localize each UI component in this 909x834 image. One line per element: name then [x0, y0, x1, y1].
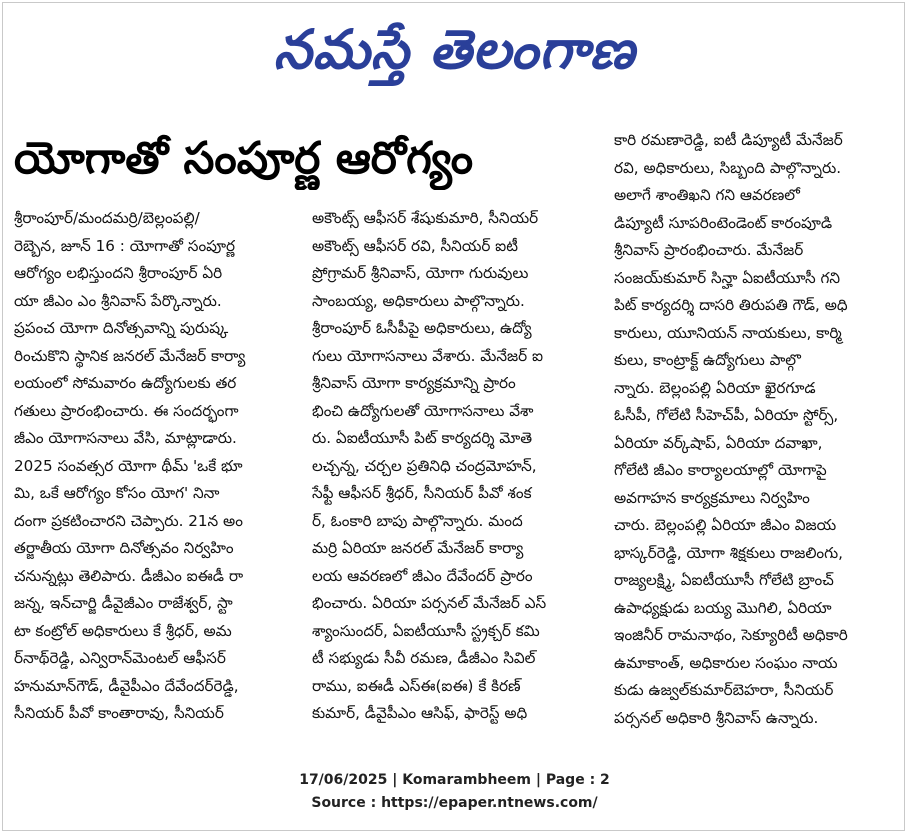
article-text-line: ఉపాధ్యక్షుడు బయ్య మొగిలి, ఏరియా	[614, 598, 832, 617]
article-text-line: సాంబయ్య, అధికారులు పాల్గొన్నారు.	[312, 291, 525, 310]
article-text-line: శ్రీనివాస్ యోగా కార్యక్రమాన్ని ప్రారం	[312, 374, 516, 392]
article-text-line: రాము, ఐఈడీ ఎస్ఈ(ఐఈ) కే కిరణ్	[312, 676, 521, 695]
article-text-line: అకౌంట్స్ ఆఫీసర్ రవి, సీనియర్ ఐటీ	[312, 236, 518, 255]
article-text-line: కారి రమణారెడ్డి, ఐటీ డిప్యూటీ మేనేజర్	[614, 131, 843, 149]
article-text-line: రాజ్యలక్ష్మి, ఏఐటీయూసీ గోలేటి బ్రాంచ్	[614, 571, 834, 589]
article-text-line: గతులు ప్రారంభించారు. ఈ సందర్భంగా	[14, 401, 239, 420]
article-text-line: రెబ్బెన, జూన్ 16 : యోగాతో సంపూర్ణ	[14, 236, 236, 255]
article-text-line: లయంలో సోమవారం ఉద్యోగులకు తర	[14, 374, 237, 392]
article-text-line: గులు యోగాసనాలు వేశారు. మేనేజర్ ఐ	[312, 346, 543, 365]
article-text-line: కుమార్, డీవైపీఎం ఆసిఫ్, ఫారెస్ట్ అధి	[312, 704, 528, 722]
article-headline: యోగాతో సంపూర్ణ ఆరోగ్యం	[14, 133, 474, 184]
article-text-line: న్నారు. బెల్లంపల్లి ఏరియా ఖైరగూడ	[614, 378, 816, 397]
article-text-line: ఆరోగ్యం లభిస్తుందని శ్రీరాంపూర్ ఏరి	[14, 264, 223, 282]
article-text-line: యా జీఎం ఎం శ్రీనివాస్ పేర్కొన్నారు.	[14, 291, 222, 310]
article-text-line: సీనియర్ పీవో కాంతారావు, సీనియర్	[14, 704, 224, 722]
article-text-line: భించి ఉద్యోగులతో యోగాసనాలు వేశా	[312, 401, 534, 420]
article-text-line: తర్జాతీయ యోగా దినోత్సవం నిర్వహిం	[14, 539, 234, 557]
article-text-line: చనున్నట్లు తెలిపారు. డీజీఎం ఐఈడీ రా	[14, 566, 244, 585]
article-text-line: చారు. బెల్లంపల్లి ఏరియా జీఎం విజయ	[614, 516, 837, 534]
article-text-line: ప్రోగ్రామర్ శ్రీనివాస్, యోగా గురువులు	[312, 264, 529, 282]
article-text-line: జన్న, ఇన్‌చార్జి డీవైజీఎం రాజేశ్వర్, స్టా	[14, 594, 233, 612]
article-text-line: డిప్యూటీ సూపరింటెండెంట్ కారంపూడి	[614, 213, 833, 232]
edition-info: 17/06/2025 | Komarambheem | Page : 2	[299, 772, 610, 788]
article-text-line: దంగా ప్రకటించారని చెప్పారు. 21న అం	[14, 511, 243, 530]
article-column-2	[312, 205, 604, 728]
article-text-line: రించుకొని స్థానిక జనరల్ మేనేజర్ కార్యా	[14, 346, 246, 365]
article-text-line: ర్, ఓంకారి బాపు పాల్గొన్నారు. మంద	[312, 511, 523, 530]
article-text-line: కారులు, యూనియన్ నాయకులు, కార్మి	[614, 323, 842, 342]
article-text-line: పర్సనల్ అధికారి శ్రీనివాస్ ఉన్నారు.	[614, 708, 819, 727]
article-text-line: ఇంజినీర్ రామనాథం, సెక్యూరిటీ అధికారి	[614, 626, 848, 644]
article-text-line: హనుమాన్‌గౌడ్, డీవైపీఎం దేవేందర్‌రెడ్డి,	[14, 676, 239, 695]
article-text-line: సంజయ్‌కుమార్ సిన్హా ఏఐటీయూసీ గని	[614, 268, 840, 287]
article-text-line: శ్రీరాంపూర్/మందమర్రి/బెల్లంపల్లి/	[14, 209, 200, 227]
article-text-line: ఉమాకాంత్, అధికారుల సంఘం నాయ	[614, 653, 838, 672]
article-text-line: మర్రి ఏరియా జనరల్ మేనేజర్ కార్యా	[312, 539, 524, 557]
article-text-line: టీ సభ్యుడు సీవీ రమణ, డీజీఎం సివిల్	[312, 649, 536, 667]
article-text-line: ర్‌నాథ్‌రెడ్డి, ఎన్విరాన్‌మెంటల్ ఆఫీసర్	[14, 649, 226, 667]
article-text-line: శ్యాంసుందర్, ఏఐటీయూసీ స్ట్రక్చర్ కమి	[312, 621, 540, 640]
article-text-line: కులు, కాంట్రాక్ట్ ఉద్యోగులు పాల్గొ	[614, 351, 801, 369]
article-text-line: లయ ఆవరణలో జీఎం దేవేందర్ ప్రారం	[312, 566, 533, 585]
article-text-line: లచ్చన్న, చర్చల ప్రతినిధి చంద్రమోహన్,	[312, 456, 537, 475]
article-text-line: అకౌంట్స్ ఆఫీసర్ శేషుకుమారి, సీనియర్	[312, 209, 539, 227]
article-text-line: 2025 సంవత్సర యోగా థీమ్ 'ఒకే భూ	[14, 456, 243, 475]
article-text-line: రు. ఏఐటీయూసీ పిట్ కార్యదర్శి మోతె	[312, 429, 533, 447]
article-text-line: భించారు. ఏరియా పర్సనల్ మేనేజర్ ఎస్	[312, 594, 547, 612]
article-column-1	[14, 205, 304, 728]
article-text-line: జీఎం యోగాసనాలు వేసి, మాట్లాడారు.	[14, 429, 237, 447]
article-text-line: అలాగే శాంతిఖని గని ఆవరణలో	[614, 186, 800, 204]
article-text-line: రవి, అధికారులు, సిబ్బంది పాల్గొన్నారు.	[614, 158, 842, 177]
article-text-line: సేఫ్టీ ఆఫీసర్ శ్రీధర్, సీనియర్ పీవో శంక	[312, 484, 532, 502]
newspaper-masthead: నమస్తే తెలంగాణ	[273, 17, 636, 81]
article-column-3	[614, 127, 896, 732]
article-text-line: పిట్ కార్యదర్శి దాసరి తిరుపతి గౌడ్, అధి	[614, 296, 848, 314]
article-text-line: ఓసీపీ, గోలేటి సీహెచ్‌పీ, ఏరియా స్టోర్స్,	[614, 406, 839, 424]
article-text-line: శ్రీనివాస్ ప్రారంభించారు. మేనేజర్	[614, 241, 804, 259]
article-text-line: కుడు ఉజ్వల్‌కుమార్‌బెహరా, సీనియర్	[614, 681, 834, 699]
article-text-line: టా కంట్రోల్ అధికారులు కే శ్రీధర్, అమ	[14, 621, 232, 640]
article-text-line: ఏరియా వర్క్‌షాప్, ఏరియా దవాఖా,	[614, 433, 823, 452]
source-url: Source : https://epaper.ntnews.com/	[311, 795, 598, 811]
article-text-line: అవగాహన కార్యక్రమాలు నిర్వహిం	[614, 488, 810, 507]
article-text-line: శ్రీరాంపూర్ ఓసీపీపై అధికారులు, ఉద్యో	[312, 319, 532, 337]
article-text-line: మి, ఒకే ఆరోగ్యం కోసం యోగ' నినా	[14, 484, 220, 502]
article-text-line: భాస్కర్‌రెడ్డి, యోగా శిక్షకులు రాజలింగు,	[614, 543, 844, 562]
article-text-line: గోలేటి జీఎం కార్యాలయాల్లో యోగాపై	[614, 461, 827, 479]
article-text-line: ప్రపంచ యోగా దినోత్సవాన్ని పురుష్క	[14, 319, 229, 337]
